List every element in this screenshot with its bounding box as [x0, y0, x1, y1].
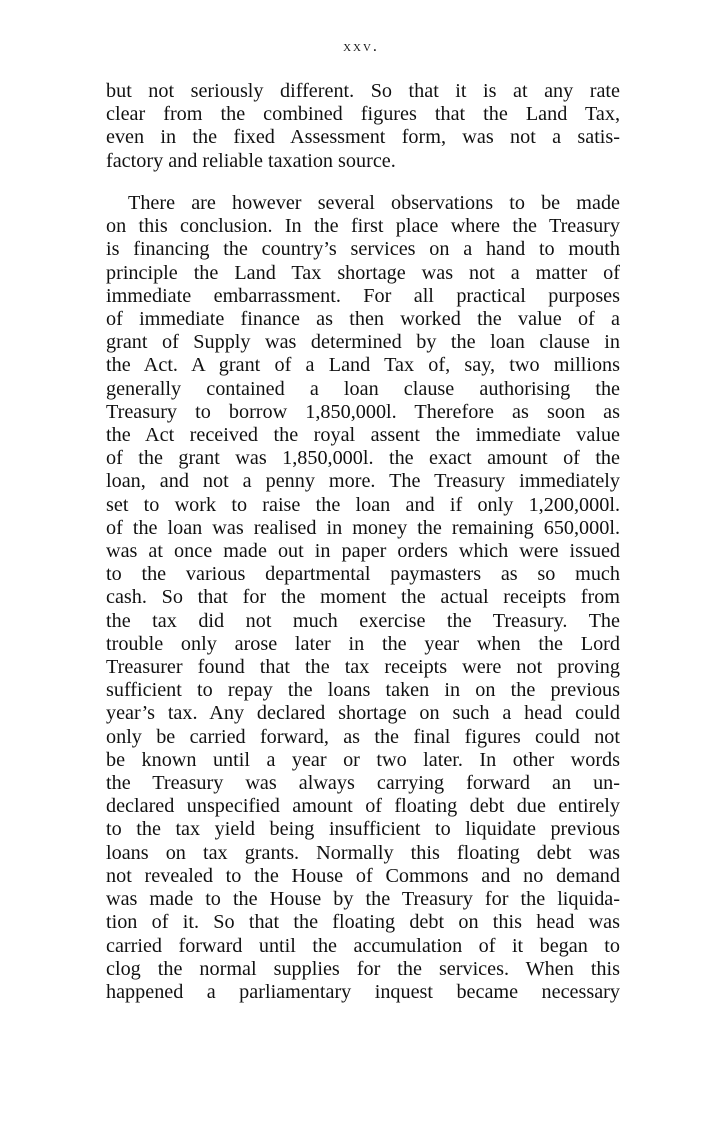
text-line: but not seriously different. So that it is at any rate [106, 80, 620, 102]
text-line: happened a parliamentary inquest became necessary [106, 980, 620, 1003]
text-line: tion of it. So that the floating debt on this head was [106, 911, 620, 934]
text-line: cash. So that for the moment the actual receipts from [106, 586, 620, 609]
text-line: the Act received the royal assent the immediate value [106, 424, 620, 447]
text-line: clog the normal supplies for the services. When this [106, 957, 620, 980]
text-line: set to work to raise the loan and if only 1,200,000l. [106, 493, 620, 516]
text-line: loans on tax grants. Normally this floating debt was [106, 841, 620, 864]
text-line: the Act. A grant of a Land Tax of, say, two millions [106, 354, 620, 377]
text-line: was at once made out in paper orders which were issued [106, 540, 620, 563]
text-line: the Treasury was always carrying forward an un- [106, 772, 620, 795]
text-line: of the loan was realised in money the remaining 650,000l. [106, 516, 620, 539]
text-line: declared unspecified amount of floating debt due entirely [106, 795, 620, 818]
text-line: sufficient to repay the loans taken in on the previous [106, 679, 620, 702]
text-line: is financing the country’s services on a hand to mouth [106, 238, 620, 261]
text-line: to the various departmental paymasters as so much [106, 563, 620, 586]
text-line: immediate embarrassment. For all practical purposes [106, 284, 620, 307]
text-line: principle the Land Tax shortage was not a matter of [106, 261, 620, 284]
text-line: only be carried forward, as the final figures could not [106, 725, 620, 748]
text-line: factory and reliable taxation source. [106, 149, 396, 172]
text-line: of the grant was 1,850,000l. the exact amount of the [106, 447, 620, 470]
text-line: be known until a year or two later. In other words [106, 748, 620, 771]
text-line: Treasury to borrow 1,850,000l. Therefore as soon as [106, 400, 620, 423]
text-line: loan, and not a penny more. The Treasury immediately [106, 470, 620, 493]
paragraph-1 [106, 80, 620, 173]
text-line: was made to the House by the Treasury for the liquida- [106, 888, 620, 911]
page-number: xxv. [343, 38, 379, 55]
text-line: on this conclusion. In the first place where the Treasury [106, 215, 620, 238]
text-line: There are however several observations to be made [128, 192, 620, 214]
text-line: clear from the combined figures that the Land Tax, [106, 103, 620, 126]
text-line: year’s tax. Any declared shortage on such a head could [106, 702, 620, 725]
paragraph-2 [106, 192, 620, 1004]
text-line: grant of Supply was determined by the loan clause in [106, 331, 620, 354]
text-line: to the tax yield being insufficient to liquidate previous [106, 818, 620, 841]
text-line: generally contained a loan clause authorising the [106, 377, 620, 400]
text-line: even in the fixed Assessment form, was not a satis- [106, 126, 620, 149]
text-line: trouble only arose later in the year when the Lord [106, 632, 620, 655]
text-line: carried forward until the accumulation of it began to [106, 934, 620, 957]
text-line: the tax did not much exercise the Treasury. The [106, 609, 620, 632]
text-line: of immediate finance as then worked the value of a [106, 308, 620, 331]
text-line: not revealed to the House of Commons and no demand [106, 864, 620, 887]
text-line: Treasurer found that the tax receipts were not proving [106, 656, 620, 679]
